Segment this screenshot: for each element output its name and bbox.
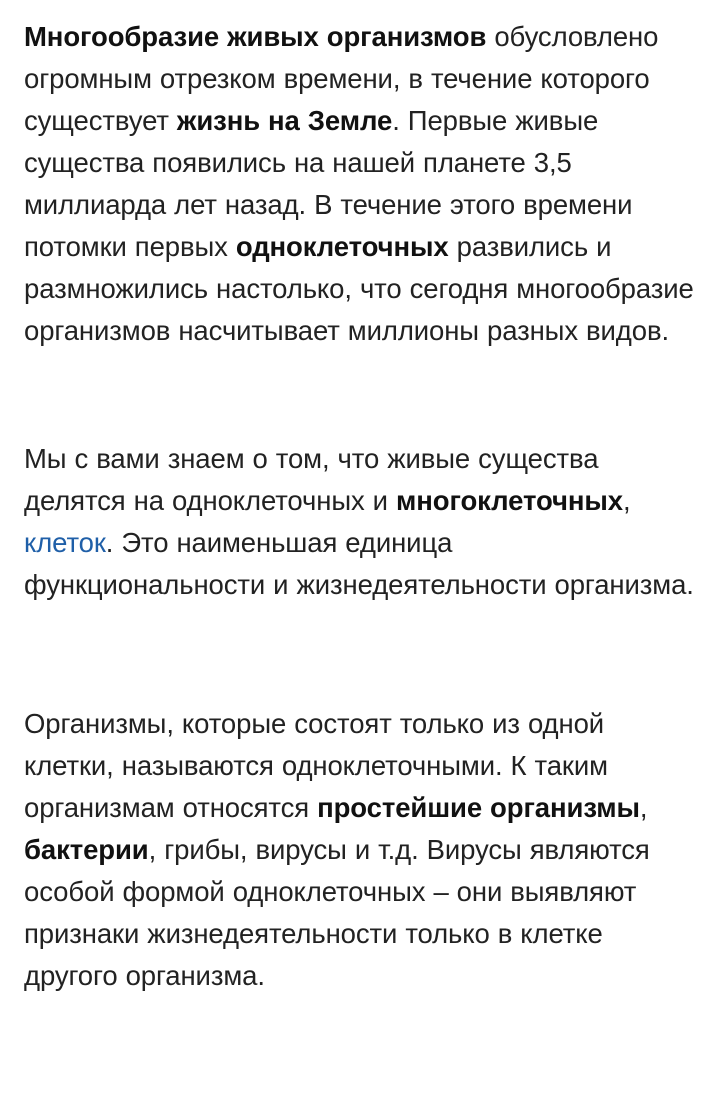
bold-term-protozoa: простейшие организмы <box>317 792 640 823</box>
bold-term-life-on-earth: жизнь на Земле <box>176 105 393 136</box>
text-segment: Мы с вами знаем о том, что живые существа делятся на одноклеточных и <box>24 443 599 516</box>
text-segment: развились и размножились настолько, что сегодня многообразие организмов насчитывает миллионы разных видов. <box>24 231 694 346</box>
text-segment: , грибы, вирусы и т.д. Вирусы являются особой формой одноклеточных – они выявляют признаки жизнедеятельности только в клетке другого организма. <box>24 834 650 991</box>
article-body <box>24 16 696 997</box>
text-segment: , <box>622 485 631 516</box>
text-segment: обусловлено огромным отрезком времени, в течение которого существует <box>24 21 659 136</box>
bold-term-bacteria: бактерии <box>24 834 149 865</box>
text-segment: . Первые живые существа появились на нашей планете 3,5 миллиарда лет назад. В течение этого времени потомки первых <box>24 105 633 262</box>
text-segment: , <box>639 792 648 823</box>
text-segment: Организмы, которые состоят только из одной клетки, называются одноклеточными. К таким организмам относятся <box>24 708 608 823</box>
link-cells[interactable]: клеток <box>24 527 106 558</box>
bold-term-multicellular: многоклеточных <box>396 485 623 516</box>
bold-term-unicellular: одноклеточных <box>235 231 449 262</box>
paragraph-unicellular-organisms <box>24 703 696 997</box>
paragraph-diversity <box>24 16 696 352</box>
text-segment: . Это наименьшая единица функциональности и жизнедеятельности организма. <box>24 527 694 600</box>
bold-term-diversity: Многообразие живых организмов <box>24 21 487 52</box>
paragraph-cells <box>24 438 696 606</box>
